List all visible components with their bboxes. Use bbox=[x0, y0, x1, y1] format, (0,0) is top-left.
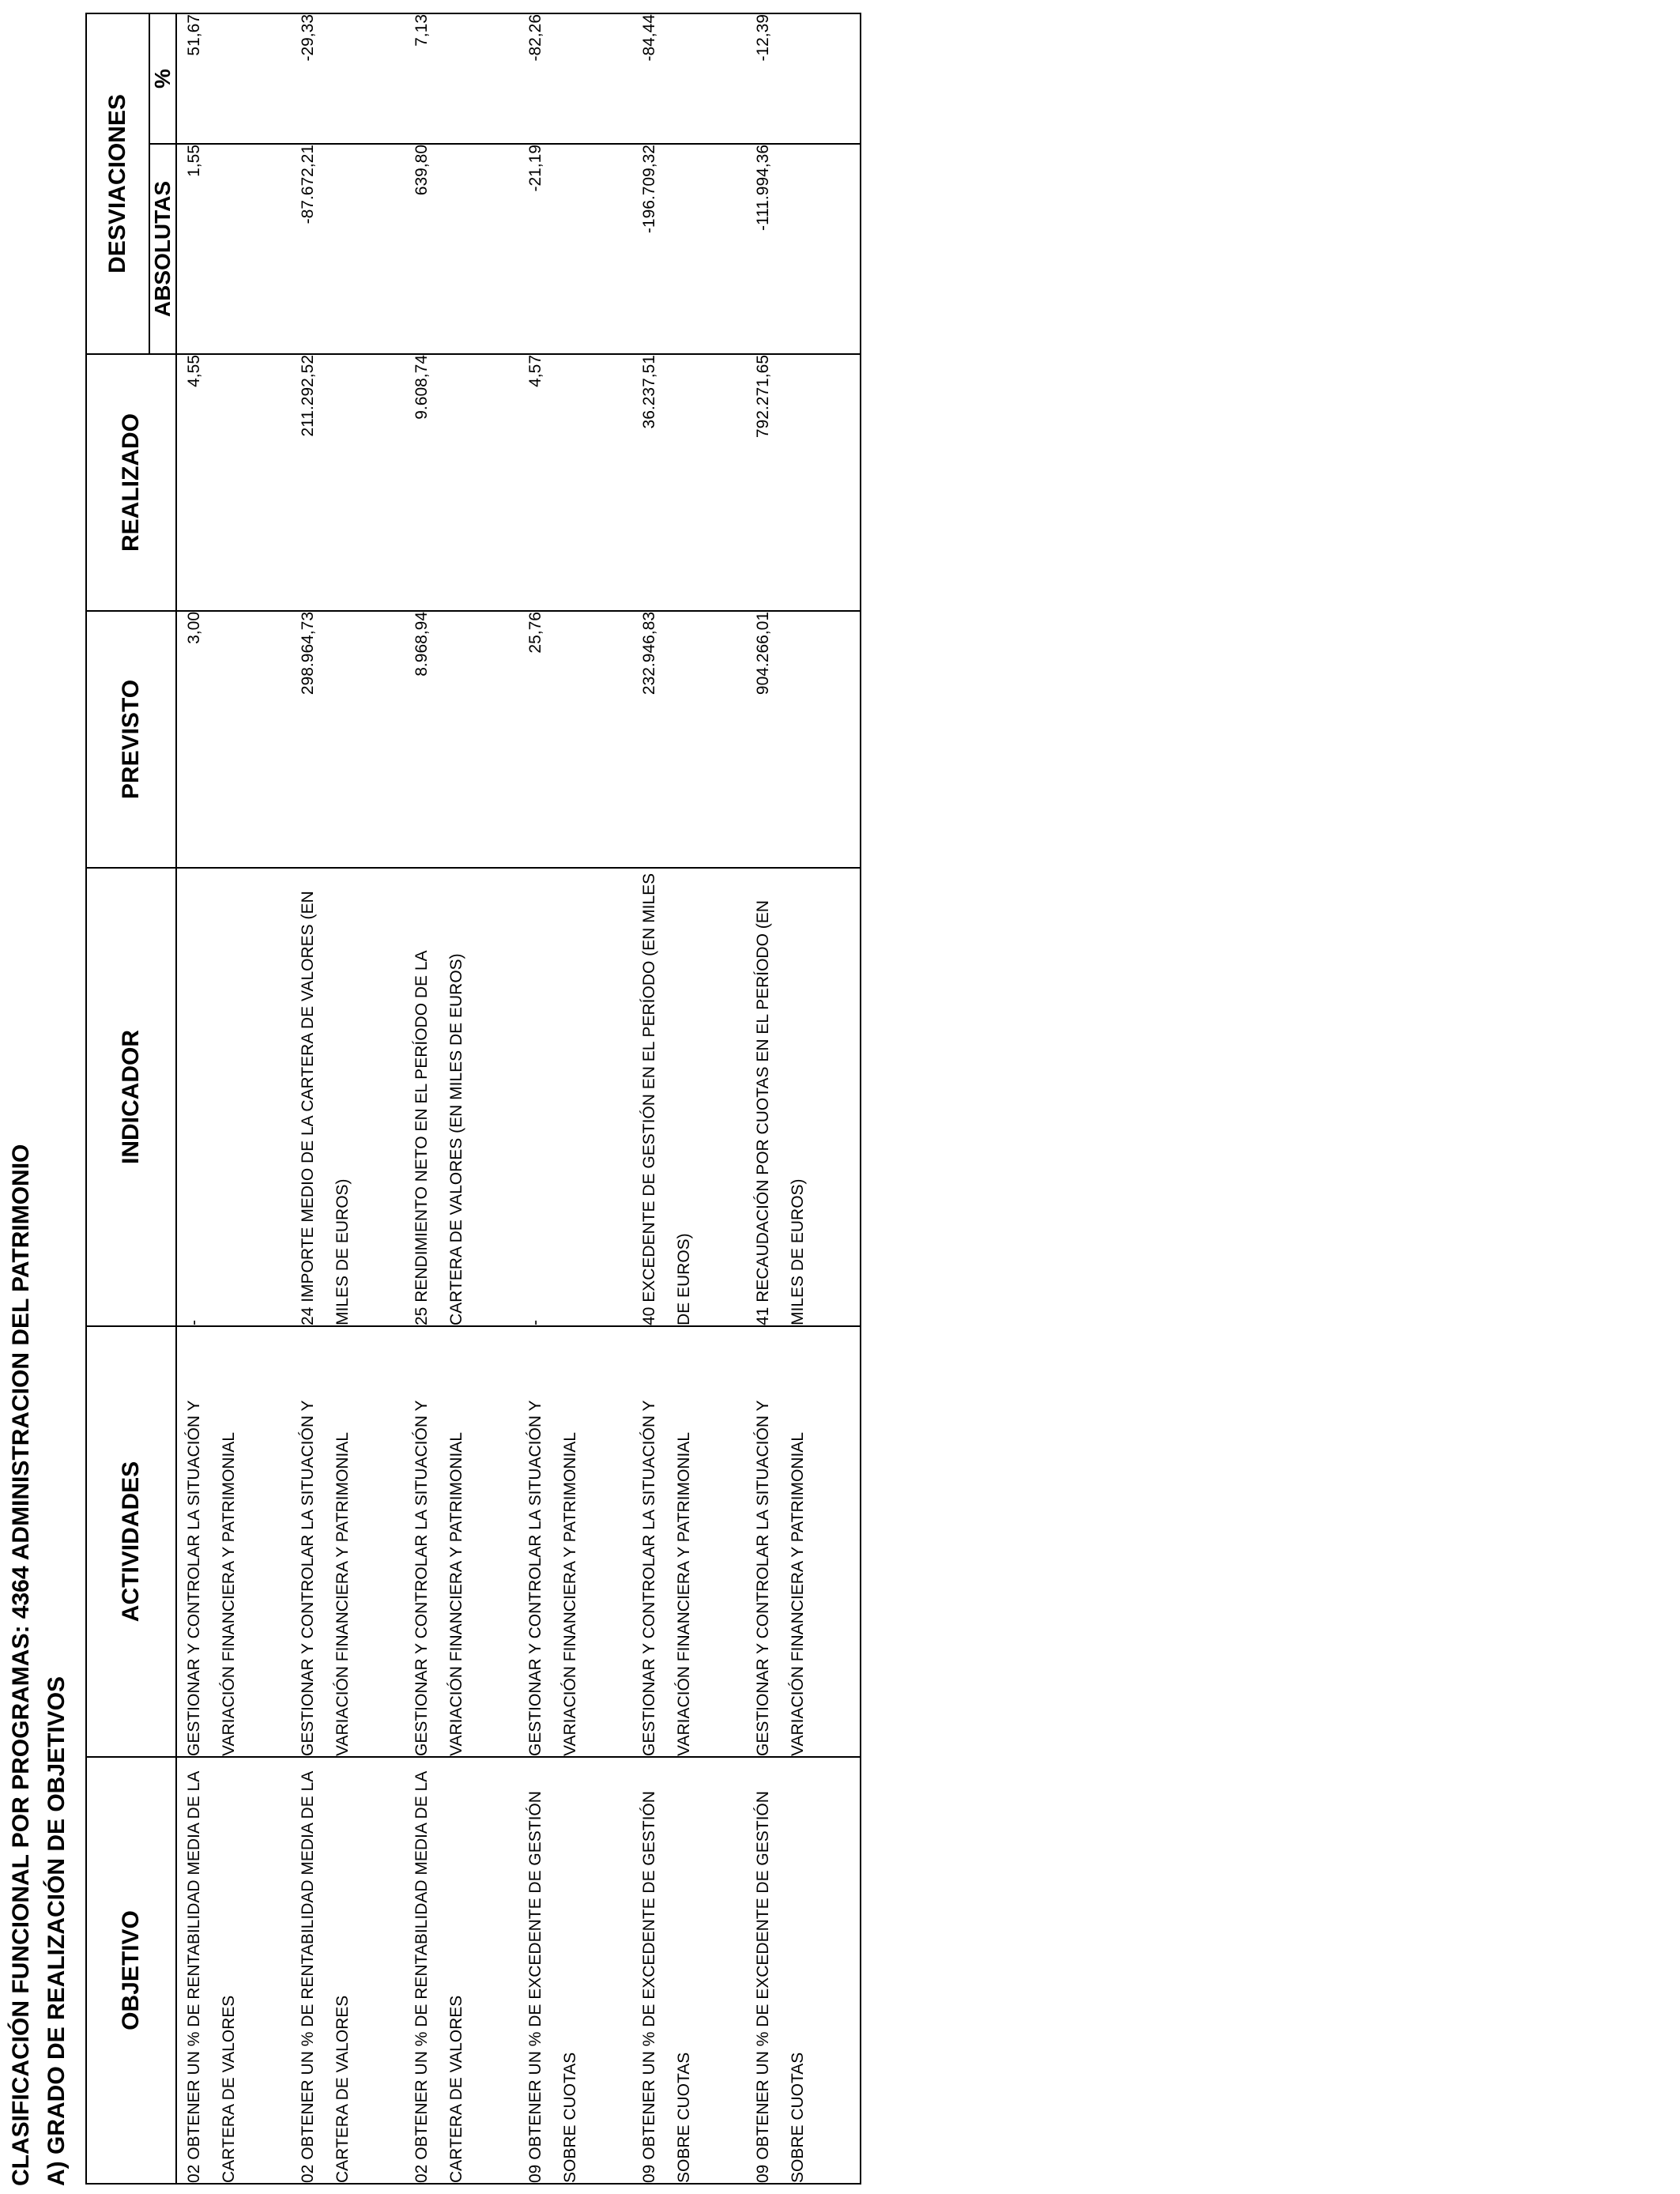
cell-absolutas: 1,55 bbox=[176, 144, 291, 354]
cell-indicador: 24 IMPORTE MEDIO DE LA CARTERA DE VALORES (EN MILES DE EUROS) bbox=[291, 868, 405, 1326]
cell-realizado: 36.237,51 bbox=[632, 354, 746, 611]
cell-realizado: 211.292,52 bbox=[291, 354, 405, 611]
cell-absolutas: 639,80 bbox=[405, 144, 518, 354]
cell-actividades: GESTIONAR Y CONTROLAR LA SITUACIÓN Y VARIACIÓN FINANCIERA Y PATRIMONIAL bbox=[405, 1326, 518, 1757]
cell-realizado: 792.271,65 bbox=[746, 354, 861, 611]
cell-actividades: GESTIONAR Y CONTROLAR LA SITUACIÓN Y VARIACIÓN FINANCIERA Y PATRIMONIAL bbox=[746, 1326, 861, 1757]
cell-porcentaje: -12,39 bbox=[746, 13, 861, 144]
header-previsto: PREVISTO bbox=[86, 611, 176, 868]
header-objetivo: OBJETIVO bbox=[86, 1757, 176, 2184]
cell-previsto: 298.964,73 bbox=[291, 611, 405, 868]
table-row bbox=[405, 13, 518, 2184]
cell-objetivo: 09 OBTENER UN % DE EXCEDENTE DE GESTIÓN SOBRE CUOTAS bbox=[746, 1757, 861, 2184]
cell-indicador: 40 EXCEDENTE DE GESTIÓN EN EL PERÍODO (EN MILES DE EUROS) bbox=[632, 868, 746, 1326]
cell-realizado: 9.608,74 bbox=[405, 354, 518, 611]
document-title: CLASIFICACIÓN FUNCIONAL POR PROGRAMAS: 4364 ADMINISTRACION DEL PATRIMONIO bbox=[8, 1144, 34, 2186]
table-row bbox=[518, 13, 632, 2184]
table-header-row bbox=[86, 13, 149, 2184]
cell-porcentaje: -84,44 bbox=[632, 13, 746, 144]
cell-actividades: GESTIONAR Y CONTROLAR LA SITUACIÓN Y VARIACIÓN FINANCIERA Y PATRIMONIAL bbox=[176, 1326, 291, 1757]
cell-previsto: 904.266,01 bbox=[746, 611, 861, 868]
cell-objetivo: 09 OBTENER UN % DE EXCEDENTE DE GESTIÓN SOBRE CUOTAS bbox=[518, 1757, 632, 2184]
cell-porcentaje: 51,67 bbox=[176, 13, 291, 144]
cell-realizado: 4,57 bbox=[518, 354, 632, 611]
cell-previsto: 8.968,94 bbox=[405, 611, 518, 868]
cell-actividades: GESTIONAR Y CONTROLAR LA SITUACIÓN Y VARIACIÓN FINANCIERA Y PATRIMONIAL bbox=[291, 1326, 405, 1757]
header-indicador: INDICADOR bbox=[86, 868, 176, 1326]
table-row bbox=[746, 13, 861, 2184]
cell-porcentaje: -29,33 bbox=[291, 13, 405, 144]
cell-previsto: 232.946,83 bbox=[632, 611, 746, 868]
cell-realizado: 4,55 bbox=[176, 354, 291, 611]
cell-objetivo: 02 OBTENER UN % DE RENTABILIDAD MEDIA DE LA CARTERA DE VALORES bbox=[291, 1757, 405, 2184]
cell-indicador: - bbox=[518, 868, 632, 1326]
header-actividades: ACTIVIDADES bbox=[86, 1326, 176, 1757]
cell-actividades: GESTIONAR Y CONTROLAR LA SITUACIÓN Y VARIACIÓN FINANCIERA Y PATRIMONIAL bbox=[518, 1326, 632, 1757]
table-row bbox=[291, 13, 405, 2184]
cell-previsto: 3,00 bbox=[176, 611, 291, 868]
objectives-table bbox=[85, 13, 861, 2185]
cell-indicador: - bbox=[176, 868, 291, 1326]
cell-indicador: 25 RENDIMIENTO NETO EN EL PERÍODO DE LA CARTERA DE VALORES (EN MILES DE EUROS) bbox=[405, 868, 518, 1326]
cell-objetivo: 02 OBTENER UN % DE RENTABILIDAD MEDIA DE LA CARTERA DE VALORES bbox=[405, 1757, 518, 2184]
cell-objetivo: 02 OBTENER UN % DE RENTABILIDAD MEDIA DE LA CARTERA DE VALORES bbox=[176, 1757, 291, 2184]
cell-porcentaje: -82,26 bbox=[518, 13, 632, 144]
cell-absolutas: -87.672,21 bbox=[291, 144, 405, 354]
table-row bbox=[176, 13, 291, 2184]
header-desviaciones: DESVIACIONES bbox=[86, 13, 149, 354]
header-porcentaje: % bbox=[149, 13, 176, 144]
table-row bbox=[632, 13, 746, 2184]
cell-absolutas: -196.709,32 bbox=[632, 144, 746, 354]
cell-previsto: 25,76 bbox=[518, 611, 632, 868]
header-absolutas: ABSOLUTAS bbox=[149, 144, 176, 354]
header-realizado: REALIZADO bbox=[86, 354, 176, 611]
cell-absolutas: -21,19 bbox=[518, 144, 632, 354]
cell-actividades: GESTIONAR Y CONTROLAR LA SITUACIÓN Y VARIACIÓN FINANCIERA Y PATRIMONIAL bbox=[632, 1326, 746, 1757]
document-subtitle: A) GRADO DE REALIZACIÓN DE OBJETIVOS bbox=[43, 1676, 70, 2186]
cell-objetivo: 09 OBTENER UN % DE EXCEDENTE DE GESTIÓN SOBRE CUOTAS bbox=[632, 1757, 746, 2184]
cell-indicador: 41 RECAUDACIÓN POR CUOTAS EN EL PERÍODO (EN MILES DE EUROS) bbox=[746, 868, 861, 1326]
cell-absolutas: -111.994,36 bbox=[746, 144, 861, 354]
cell-porcentaje: 7,13 bbox=[405, 13, 518, 144]
